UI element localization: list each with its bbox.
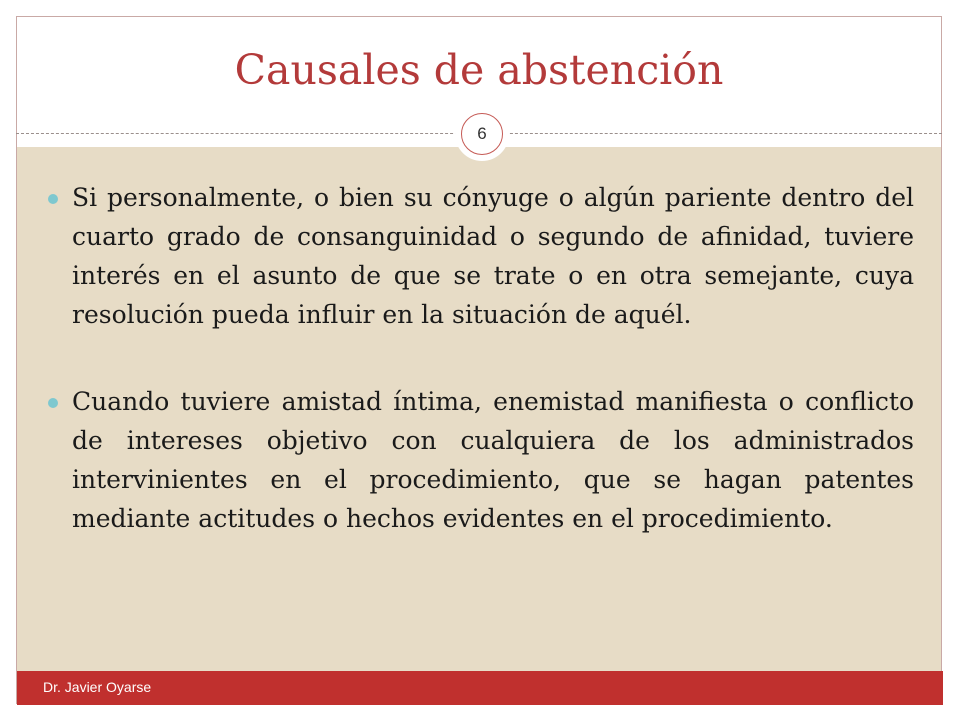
slide-title: Causales de abstención xyxy=(234,46,724,94)
bullet-item xyxy=(48,178,914,334)
page-number: 6 xyxy=(461,113,503,155)
footer-bar xyxy=(17,671,943,705)
bullet-dot-icon xyxy=(48,398,58,408)
bullet-text: Cuando tuviere amistad íntima, enemistad manifiesta o conflicto de intereses objetivo con cualquiera de los administrados intervinientes en el procedimiento, que se hagan patentes mediante actitudes o hechos evidentes en el procedimiento. xyxy=(72,387,914,533)
bullet-list xyxy=(48,178,914,586)
footer-author: Dr. Javier Oyarse xyxy=(43,679,152,695)
bullet-dot-icon xyxy=(48,194,58,204)
bullet-text: Si personalmente, o bien su cónyuge o algún pariente dentro del cuarto grado de consanguinidad o segundo de afinidad, tuviere interés en el asunto de que se trate o en otra semejante, cuya resolución pueda influir en la situación de aquél. xyxy=(72,183,914,329)
bullet-item xyxy=(48,382,914,538)
